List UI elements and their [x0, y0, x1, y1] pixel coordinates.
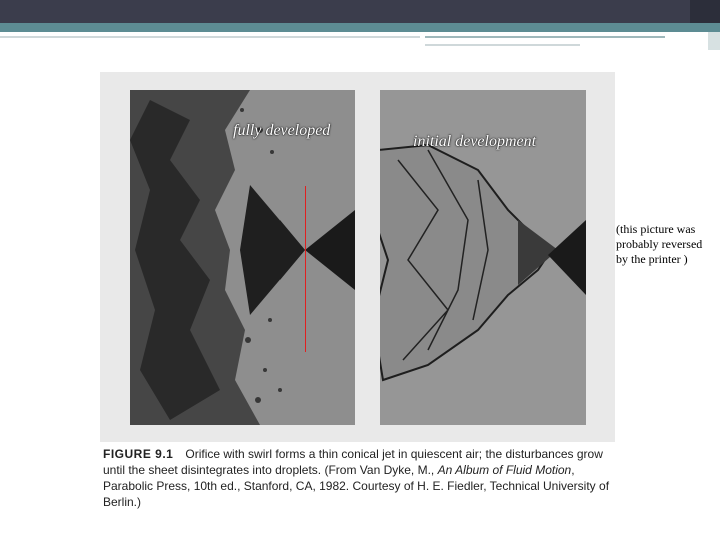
- red-marker-line: [305, 186, 306, 352]
- title-bar-cap: [690, 0, 720, 23]
- side-note: (this picture was probably reversed by the printer ): [616, 222, 703, 266]
- decorative-strip: [708, 32, 720, 50]
- figure-caption: [103, 446, 618, 510]
- scanned-figure: [100, 72, 615, 442]
- label-initial-development: initial development: [413, 133, 537, 150]
- title-bar: [0, 0, 720, 23]
- decorative-line: [425, 36, 665, 38]
- figure-number: FIGURE 9.1: [103, 447, 174, 461]
- decorative-line: [0, 36, 420, 38]
- photo-fully-developed: [130, 90, 355, 425]
- decorative-line: [425, 44, 580, 46]
- label-fully-developed: fully developed: [233, 122, 331, 139]
- title-bar-accent: [0, 23, 720, 32]
- caption-book-title: An Album of Fluid Motion: [437, 463, 572, 477]
- caption-text: Orifice with swirl forms a thin conical jet in quiescent air; the disturbances grow until the sheet disintegrates into droplets. (From Van Dyke, M.,: [103, 447, 603, 477]
- caption-text-end: , Parabolic Press, 10th ed., Stanford, CA, 1982. Courtesy of H. E. Fiedler, Technical University of Berlin.): [103, 463, 610, 509]
